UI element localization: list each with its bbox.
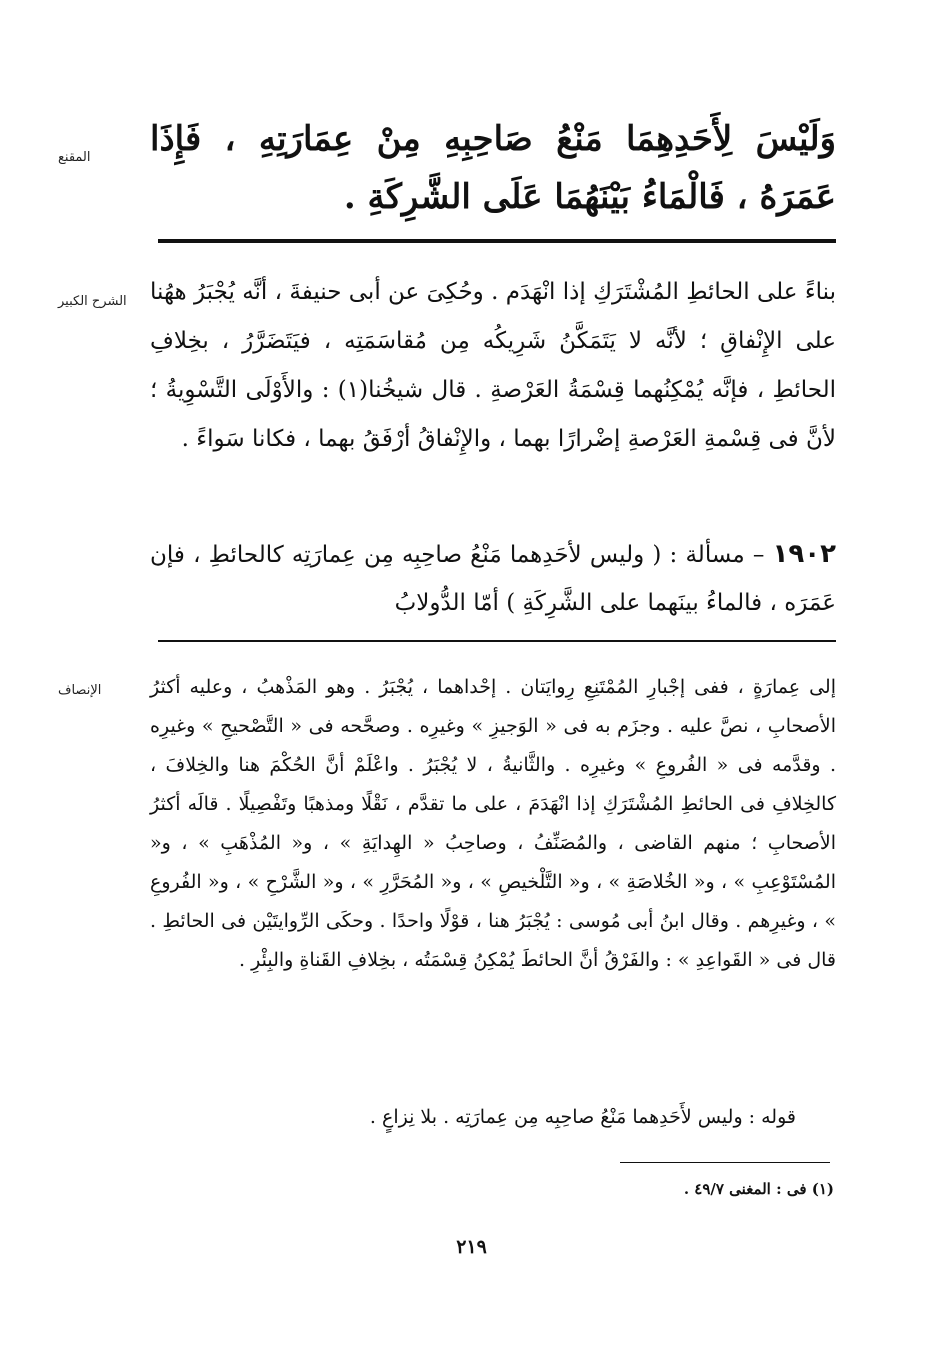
label-sharh-kabir: الشرح الكبير <box>58 294 127 309</box>
masala-text: – مسألة : ( وليس لأحَدِهما مَنْعُ صاحِبِه مِن عِمارَتِه كالحائطِ ، فإن عَمَرَه ، فالماءُ بينَهما على الشَّرِكَةِ ) أمّا الدُّولابُ <box>150 542 836 616</box>
insaf-text: إلى عِمارَةٍ ، ففى إجْبارِ المُمْتَنِعِ رِوايَتان . إحْداهما ، يُجْبَرُ . وهو المَذْهبُ ، وعليه أكثرُ الأصحابِ ، نصَّ عليه . وجزَم به فى « الوَجيزِ » وغيرِه . وصحَّحه فى « التَّصْحيحِ » وغيرِه . وقدَّمه فى « الفُروعِ » وغيرِه . والثَّانيةُ ، لا يُجْبَرُ . واعْلَمْ أنَّ الحُكْمَ هنا والخِلافَ ، كالخِلافِ فى الحائطِ المُشْتَرَكِ إذا انْهَدَمَ ، على ما تقدَّم ، نَقْلًا ومذهبًا وتَفْصِيلًا . قالَه أكثرُ الأصحابِ ؛ منهم القاضى ، والمُصَنِّفُ ، وصاحِبُ « الهِدايَةِ » ، و« المُذْهَبِ » ، و« المُسْتَوْعِبِ » ، و« الخُلاصَةِ » ، و« التَّلْخيصِ » ، و« المُحَرَّرِ » ، و« الشَّرْحِ » ، و« الفُروعِ » ، وغيرِهم . وقال ابنُ أبى مُوسى : يُجْبَرُ هنا ، قوْلًا واحدًا . وحكَى الرِّوايتَيْن فى الحائطِ . قال فى « القَواعِدِ » : والفَرْقُ أنَّ الحائطَ يُمْكِنُ قِسْمَتُه ، بخِلافِ القَناةِ والبِئْرِ . <box>150 676 836 971</box>
label-muqni: المقنع <box>58 150 91 165</box>
divider-thin <box>158 640 836 642</box>
masala-paragraph <box>150 530 836 627</box>
muqni-text: وَلَيْسَ لِأَحَدِهِمَا مَنْعُ صَاحِبِهِ مِنْ عِمَارَتِهِ ، فَإِذَا عَمَرَهُ ، فَالْمَاءُ بَيْنَهُمَا عَلَى الشَّرِكَةِ . <box>150 119 836 217</box>
page-number: ٢١٩ <box>456 1236 487 1258</box>
divider-thick <box>158 239 836 243</box>
sharh-text: بناءً على الحائطِ المُشْتَرَكِ إذا انْهَدَم . وحُكِىَ عن أبى حنيفةَ ، أنَّه يُجْبَرُ ههُنا على الإِنْفاقِ ؛ لأنَّه لا يَتَمَكَّنُ شَرِيكُه مِن مُقاسَمَتِه ، فيَتَضَرَّرُ ، بخِلافِ الحائطِ ، فإنَّه يُمْكِنُهما قِسْمَةُ العَرْصةِ . قال شيخُنا(١) : والأَوْلَى التَّسْوِيةُ ؛ لأنَّ فى قِسْمةِ العَرْصةِ إضْرارًا بهما ، والإِنْفاقُ أرْفَقُ بهما ، فكانا سَواءً . <box>150 279 836 452</box>
label-insaf: الإنصاف <box>58 683 102 698</box>
footnote-separator <box>620 1162 830 1163</box>
footnote: (١) فى : المغنى ٤٩/٧ . <box>683 1180 834 1198</box>
masala-number: ١٩٠٢ <box>772 539 837 569</box>
qawl-text: قوله : وليس لأَحَدِهما مَنْعُ صاحِبِه مِن عِمارَتِه . بلا نِزاعٍ . <box>369 1106 796 1128</box>
